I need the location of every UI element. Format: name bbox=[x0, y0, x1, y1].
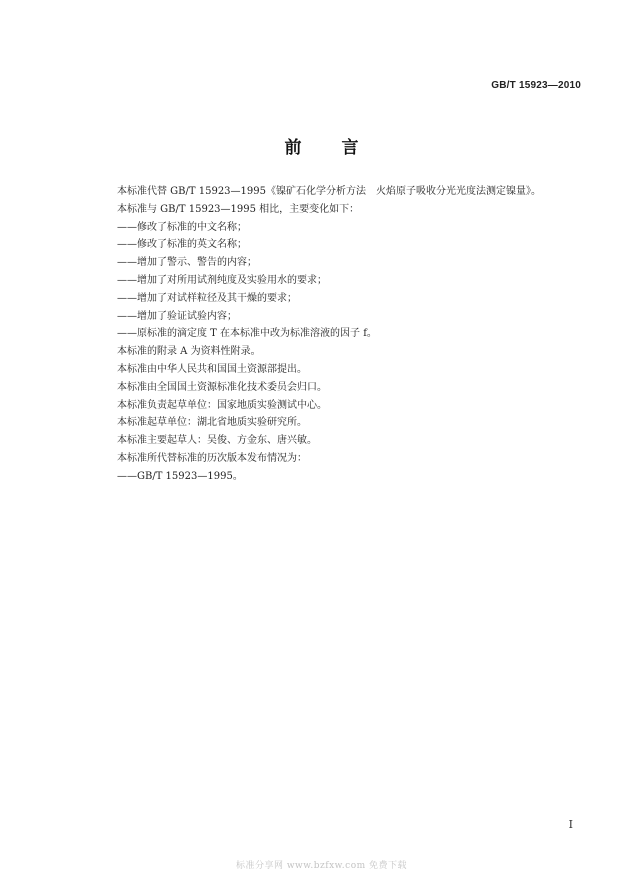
page-number: I bbox=[568, 818, 573, 831]
foreword-body bbox=[117, 183, 587, 486]
change-item: ——增加了对所用试剂纯度及实验用水的要求； bbox=[117, 274, 327, 286]
change-item: ——修改了标准的英文名称； bbox=[117, 239, 247, 251]
foreword-line: 本标准由全国国土资源标准化技术委员会归口。 bbox=[117, 381, 327, 393]
foreword-line: 本标准代替 GB/T 15923—1995《镍矿石化学分析方法 火焰原子吸收分光光度法测定镍量》。 bbox=[117, 186, 541, 197]
foreword-line: 本标准由中华人民共和国国土资源部提出。 bbox=[117, 363, 307, 375]
document-code: GB/T 15923—2010 bbox=[491, 80, 581, 91]
page-title: 前言 bbox=[284, 138, 399, 158]
foreword-line: 本标准与 GB/T 15923—1995 相比，主要变化如下： bbox=[117, 203, 360, 215]
watermark: 标准分享网 www.bzfxw.com 免费下载 bbox=[235, 861, 408, 871]
foreword-line: 本标准所代替标准的历次版本发布情况为： bbox=[117, 452, 307, 464]
change-item: ——增加了警示、警告的内容； bbox=[117, 257, 257, 269]
foreword-line: 本标准起草单位：湖北省地质实验研究所。 bbox=[117, 417, 307, 429]
foreword-line: 本标准主要起草人：吴俊、方金东、唐兴敏。 bbox=[117, 435, 317, 447]
change-item: ——增加了对试样粒径及其干燥的要求； bbox=[117, 292, 297, 304]
change-item: ——修改了标准的中文名称； bbox=[117, 221, 247, 233]
foreword-line: 本标准负责起草单位：国家地质实验测试中心。 bbox=[117, 399, 327, 411]
change-item: ——原标准的滴定度 T 在本标准中改为标准溶液的因子 f。 bbox=[117, 328, 377, 340]
change-item: ——GB/T 15923—1995。 bbox=[117, 470, 243, 482]
foreword-line: 本标准的附录 A 为资料性附录。 bbox=[117, 346, 261, 358]
change-item: ——增加了验证试验内容； bbox=[117, 310, 237, 322]
